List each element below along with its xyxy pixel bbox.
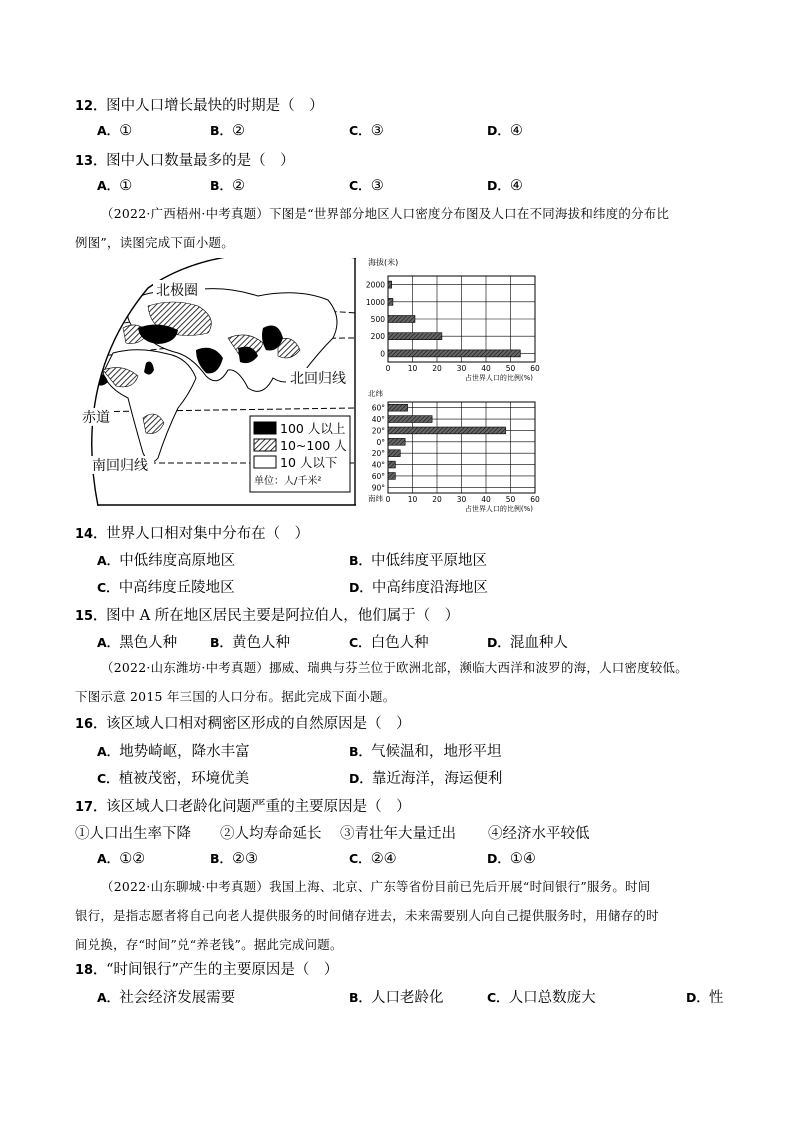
bar	[388, 404, 408, 411]
q17-option-a[interactable]: A．①②	[97, 851, 146, 867]
bar	[388, 350, 520, 357]
x-tick-label: 0	[385, 495, 391, 504]
x-tick-label: 50	[505, 495, 516, 504]
question-16: 16．该区域人口相对稠密区形成的自然原因是（ ）	[75, 716, 411, 732]
y-axis-label-north: 北纬	[368, 389, 383, 398]
q14-option-b[interactable]: B．中低纬度平原地区	[349, 553, 488, 569]
y-tick-label: 20°	[371, 449, 385, 459]
bar	[388, 438, 405, 445]
map-label-a	[200, 334, 207, 344]
y-tick-label: 40°	[371, 460, 385, 470]
q12-option-c[interactable]: C．③	[349, 123, 384, 139]
bar	[388, 461, 395, 468]
q13-option-a[interactable]: A．①	[97, 178, 133, 194]
q16-option-d[interactable]: D．靠近海洋，海运便利	[349, 771, 503, 787]
map-label-tropic-cancer	[286, 368, 354, 388]
q12-option-a[interactable]: A．①	[97, 123, 133, 139]
question-18: 18．“时间银行”产生的主要原因是（ ）	[75, 962, 339, 978]
y-tick-label: 500	[370, 315, 385, 324]
svg-text:A: A	[200, 334, 207, 344]
y-tick-label: 200	[370, 332, 385, 342]
q16-option-a[interactable]: A．地势崎岖，降水丰富	[97, 744, 250, 760]
bar	[388, 427, 506, 434]
y-tick-label: 1000	[365, 297, 385, 307]
x-tick-label: 20	[432, 364, 442, 373]
x-tick-label: 20	[432, 495, 442, 504]
x-tick-label: 30	[456, 495, 467, 504]
bar	[388, 316, 415, 323]
q16-option-c[interactable]: C．植被茂密，环境优美	[97, 771, 250, 787]
legend-label-high: 100 人以上	[280, 421, 346, 436]
question-13: 13．图中人口数量最多的是（ ）	[75, 153, 295, 169]
q13-option-c[interactable]: C．③	[349, 178, 384, 194]
q17-option-b[interactable]: B．②③	[210, 851, 259, 867]
y-tick-label: 0°	[376, 437, 385, 447]
q17-option-c[interactable]: C．②④	[349, 851, 397, 867]
x-tick-label: 30	[456, 364, 467, 373]
map-label-tropic-capricorn	[90, 456, 154, 474]
q17-statement-3: ③青壮年大量迁出	[340, 826, 456, 842]
q15-option-a[interactable]: A．黑色人种	[97, 635, 178, 651]
legend-unit: 单位：人/千米²	[254, 476, 322, 487]
svg-text:北极圈: 北极圈	[156, 283, 198, 299]
x-tick-label: 10	[407, 495, 418, 504]
svg-text:南回归线: 南回归线	[92, 458, 148, 474]
q15-option-d[interactable]: D．混血种人	[487, 635, 568, 651]
question-14: 14．世界人口相对集中分布在（ ）	[75, 526, 310, 542]
map-label-north-pole	[153, 280, 205, 299]
x-tick-label: 40	[481, 364, 491, 373]
latitude-population-chart	[360, 387, 545, 512]
legend-swatch-blank	[254, 456, 276, 468]
intro-passage-3: （2022·山东聊城·中考真题）我国上海、北京、广东等省份目前已先后开展“时间银行”服务。时间 银行，是指志愿者将自己向老人提供服务的时间储存进去，未来需要别人向自己提供服务时，用储存的时 间兑换，存“时间”兑“养老钱”。据此完成问题。	[75, 879, 659, 952]
altitude-population-chart	[360, 256, 545, 381]
question-12: 12．图中人口增长最快的时期是（ ）	[75, 98, 324, 114]
q14-option-c[interactable]: C．中高纬度丘陵地区	[97, 580, 235, 596]
legend-swatch-solid	[254, 422, 276, 434]
q17-statement-1: ①人口出生率下降	[75, 826, 191, 842]
y-tick-label: 60°	[371, 471, 385, 481]
bar	[388, 416, 432, 423]
y-axis-label: 海拔(米)	[368, 258, 399, 267]
map-legend	[250, 416, 350, 492]
y-tick-label: 90°	[371, 483, 385, 493]
y-tick-label: 40°	[371, 415, 385, 425]
q17-option-d[interactable]: D．①④	[487, 851, 536, 867]
q16-option-b[interactable]: B．气候温和，地形平坦	[349, 744, 502, 760]
bar	[388, 473, 395, 480]
q14-option-d[interactable]: D．中高纬度沿海地区	[349, 580, 488, 596]
legend-label-mid: 10~100 人	[280, 438, 347, 453]
q18-option-b[interactable]: B．人口老龄化	[349, 990, 444, 1006]
q12-option-d[interactable]: D．④	[487, 123, 523, 139]
q13-option-d[interactable]: D．④	[487, 178, 523, 194]
x-axis-label: 占世界人口的比例(%)	[464, 505, 533, 512]
svg-text:北回归线: 北回归线	[290, 371, 346, 387]
q14-option-a[interactable]: A．中低纬度高原地区	[97, 553, 236, 569]
y-tick-label: 60°	[371, 403, 385, 413]
y-tick-label: 20°	[371, 426, 385, 436]
bar	[388, 450, 400, 457]
q17-statement-4: ④经济水平较低	[488, 826, 590, 842]
question-15: 15．图中 A 所在地区居民主要是阿拉伯人，他们属于（ ）	[75, 608, 460, 624]
bar	[388, 298, 393, 305]
x-tick-label: 10	[407, 364, 418, 373]
y-tick-label: 2000	[365, 280, 385, 290]
legend-swatch-hatched	[254, 439, 276, 451]
x-tick-label: 50	[505, 364, 516, 373]
legend-label-low: 10 人以下	[280, 455, 338, 470]
population-density-map	[78, 258, 356, 506]
q15-option-b[interactable]: B．黄色人种	[210, 635, 291, 651]
q12-option-b[interactable]: B．②	[210, 123, 246, 139]
q15-option-c[interactable]: C．白色人种	[349, 635, 429, 651]
bar	[388, 333, 442, 340]
y-tick-label: 0	[380, 349, 385, 359]
question-17: 17．该区域人口老龄化问题严重的主要原因是（ ）	[75, 799, 411, 815]
y-axis-label-south: 南纬	[368, 494, 383, 503]
x-tick-label: 40	[481, 495, 491, 504]
map-label-equator	[80, 408, 114, 426]
x-tick-label: 60	[530, 495, 540, 504]
x-tick-label: 0	[385, 364, 391, 373]
x-axis-label: 占世界人口的比例(%)	[464, 374, 533, 381]
intro-passage-1: （2022·广西梧州·中考真题）下图是“世界部分地区人口密度分布图及人口在不同海拔和纬度的分布比 例图”，读图完成下面小题。	[75, 206, 670, 250]
intro-passage-2: （2022·山东潍坊·中考真题）挪威、瑞典与芬兰位于欧洲北部，濒临大西洋和波罗的海，人口密度较低。 下图示意 2015 年三国的人口分布。据此完成下面小题。	[75, 660, 688, 704]
svg-text:赤道: 赤道	[82, 410, 110, 426]
q13-option-b[interactable]: B．②	[210, 178, 246, 194]
q17-statement-2: ②人均寿命延长	[220, 826, 322, 842]
q18-option-c[interactable]: C．人口总数庞大	[487, 990, 596, 1006]
x-tick-label: 60	[530, 364, 540, 373]
q18-option-d[interactable]: D．性	[686, 990, 724, 1006]
q18-option-a[interactable]: A．社会经济发展需要	[97, 990, 236, 1006]
bar	[388, 281, 392, 288]
